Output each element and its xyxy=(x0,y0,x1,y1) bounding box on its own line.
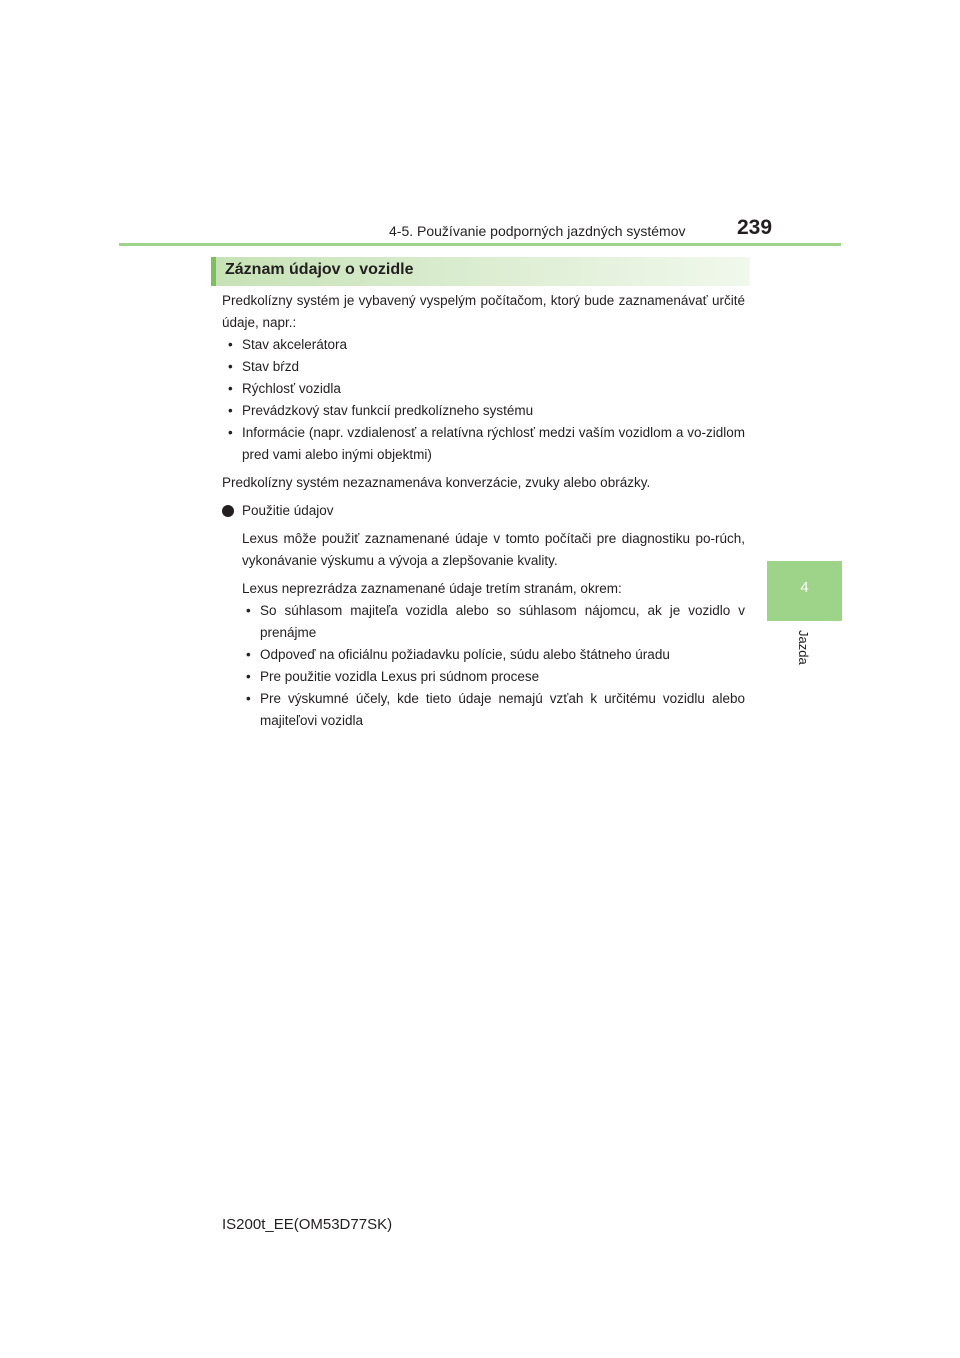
page-content xyxy=(222,290,745,732)
list-item: • Pre použitie vozidla Lexus pri súdnom procese xyxy=(242,666,745,688)
usage-heading xyxy=(222,500,745,522)
list-item: • Prevádzkový stav funkcií predkolízneho systému xyxy=(222,400,745,422)
chapter-tab[interactable] xyxy=(767,561,842,621)
list-item: • Rýchlosť vozidla xyxy=(222,378,745,400)
list-item: • Stav akcelerátora xyxy=(222,334,745,356)
recorded-items-list xyxy=(222,334,745,466)
section-heading-bar xyxy=(211,257,750,286)
list-item: • Stav bŕzd xyxy=(222,356,745,378)
filled-circle-icon xyxy=(222,505,234,517)
usage-paragraph: Lexus môže použiť zaznamenané údaje v tomto počítači pre diagnostiku po-rúch, vykonávanie výskumu a vývoja a zlepšovanie kvality. xyxy=(242,531,745,568)
running-header: 4-5. Používanie podporných jazdných systémov xyxy=(389,223,686,239)
usage-heading-text: Použitie údajov xyxy=(242,503,334,518)
usage-block xyxy=(222,528,745,732)
header-divider xyxy=(119,243,841,246)
section-heading: Záznam údajov o vozidle xyxy=(225,261,414,278)
list-item: • Odpoveď na oficiálnu požiadavku polície, súdu alebo štátneho úradu xyxy=(242,644,745,666)
list-item: • Pre výskumné účely, kde tieto údaje nemajú vzťah k určitému vozidlu alebo majiteľovi vozidla xyxy=(242,688,745,732)
list-item: • Informácie (napr. vzdialenosť a relatívna rýchlosť medzi vaším vozidlom a vo-zidlom pred vami alebo inými objektmi) xyxy=(222,422,745,466)
page-number: 239 xyxy=(737,216,773,239)
disclosure-paragraph: Lexus neprezrádza zaznamenané údaje tretím stranám, okrem: xyxy=(242,581,622,596)
document-code: IS200t_EE(OM53D77SK) xyxy=(222,1216,393,1233)
not-recorded-paragraph: Predkolízny systém nezaznamenáva konverzácie, zvuky alebo obrázky. xyxy=(222,475,651,490)
chapter-label xyxy=(797,630,813,670)
intro-paragraph: Predkolízny systém je vybavený vyspelým počítačom, ktorý bude zaznamenávať určité údaje, napr.: xyxy=(222,293,745,330)
list-item: • So súhlasom majiteľa vozidla alebo so súhlasom nájomcu, ak je vozidlo v prenájme xyxy=(242,600,745,644)
exceptions-list xyxy=(242,600,745,732)
chapter-number: 4 xyxy=(800,579,809,596)
chapter-label-text: Jazda xyxy=(796,630,811,665)
